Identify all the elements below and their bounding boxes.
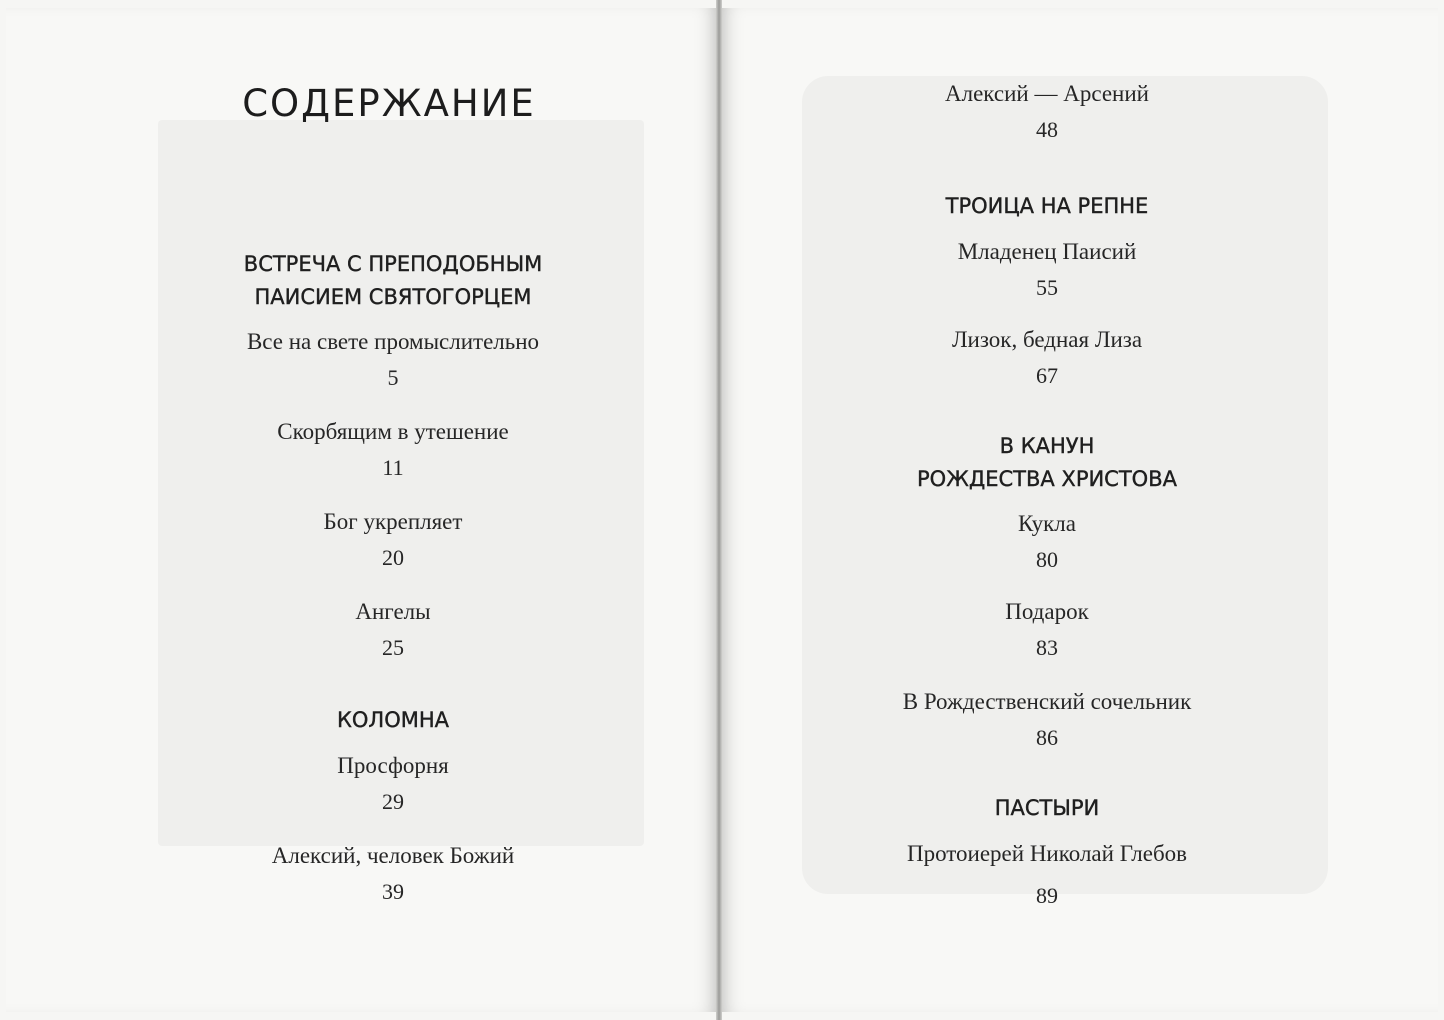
section-heading-line: КОЛОМНА [336,708,450,732]
toc-entry-page: 48 [1036,117,1058,142]
toc-entry[interactable] [38,508,748,572]
toc-entry[interactable] [689,238,1405,302]
toc-entry-title: Алексий, человек Божий [271,843,515,868]
toc-entry[interactable] [689,326,1405,390]
left-page [6,8,716,1012]
toc-entry[interactable] [38,328,748,392]
toc-entry-page: 29 [382,789,404,814]
toc-entry[interactable] [689,840,1405,910]
toc-entry[interactable] [38,598,748,662]
toc-entry-title: Бог укрепляет [323,509,463,534]
toc-entry-page: 5 [387,365,399,390]
toc-entry-title: В Рождественский сочельник [902,689,1192,714]
toc-entry-page: 55 [1036,275,1058,300]
toc-entry[interactable] [689,80,1405,144]
toc-entry[interactable] [689,510,1405,574]
toc-entry[interactable] [38,418,748,482]
section-heading-pastors [689,792,1405,825]
toc-entry-page: 80 [1036,547,1058,572]
toc-entry-page: 20 [382,545,404,570]
toc-entry[interactable] [689,688,1405,752]
toc-entry[interactable] [38,752,748,816]
section-heading-trinity [689,190,1405,223]
toc-entry-title: Ангелы [355,599,431,624]
section-heading-line: РОЖДЕСТВА ХРИСТОВА [917,467,1177,491]
toc-entry-title: Алексий — Арсений [945,81,1149,106]
toc-entry[interactable] [689,598,1405,662]
toc-entry-page: 67 [1036,363,1058,388]
toc-entry-title: Скорбящим в утешение [277,419,509,444]
toc-entry-title: Подарок [1005,599,1089,624]
bleed-through-illustration [158,120,644,846]
toc-entry-page: 11 [382,455,404,480]
toc-entry-title: Просфорня [337,753,449,778]
toc-entry-page: 25 [382,635,404,660]
section-heading-line: В КАНУН [999,434,1095,458]
toc-entry-page: 39 [382,879,404,904]
section-heading-kolomna [38,704,748,737]
toc-entry-title: Протоиерей Николай Глебов [906,841,1188,866]
section-heading-line: ТРОИЦА НА РЕПНЕ [945,194,1149,218]
toc-entry-title: Лизок, бедная Лиза [951,327,1143,352]
toc-title: СОДЕРЖАНИЕ [242,82,536,125]
section-heading-line: ПАСТЫРИ [994,796,1100,820]
toc-entry-page: 83 [1036,635,1058,660]
toc-entry-page: 89 [1036,883,1058,908]
toc-entry-title: Все на свете промыслительно [246,329,540,354]
toc-entry-title: Младенец Паисий [957,239,1137,264]
right-page [722,8,1438,1012]
toc-entry[interactable] [38,842,748,906]
section-heading-line: ПАИСИЕМ СВЯТОГОРЦЕМ [254,285,532,309]
section-heading-line: ВСТРЕЧА С ПРЕПОДОБНЫМ [243,252,543,276]
toc-entry-title: Кукла [1018,511,1076,536]
toc-entry-page: 86 [1036,725,1058,750]
section-heading-meeting [38,248,748,314]
section-heading-christmas-eve [689,430,1405,496]
